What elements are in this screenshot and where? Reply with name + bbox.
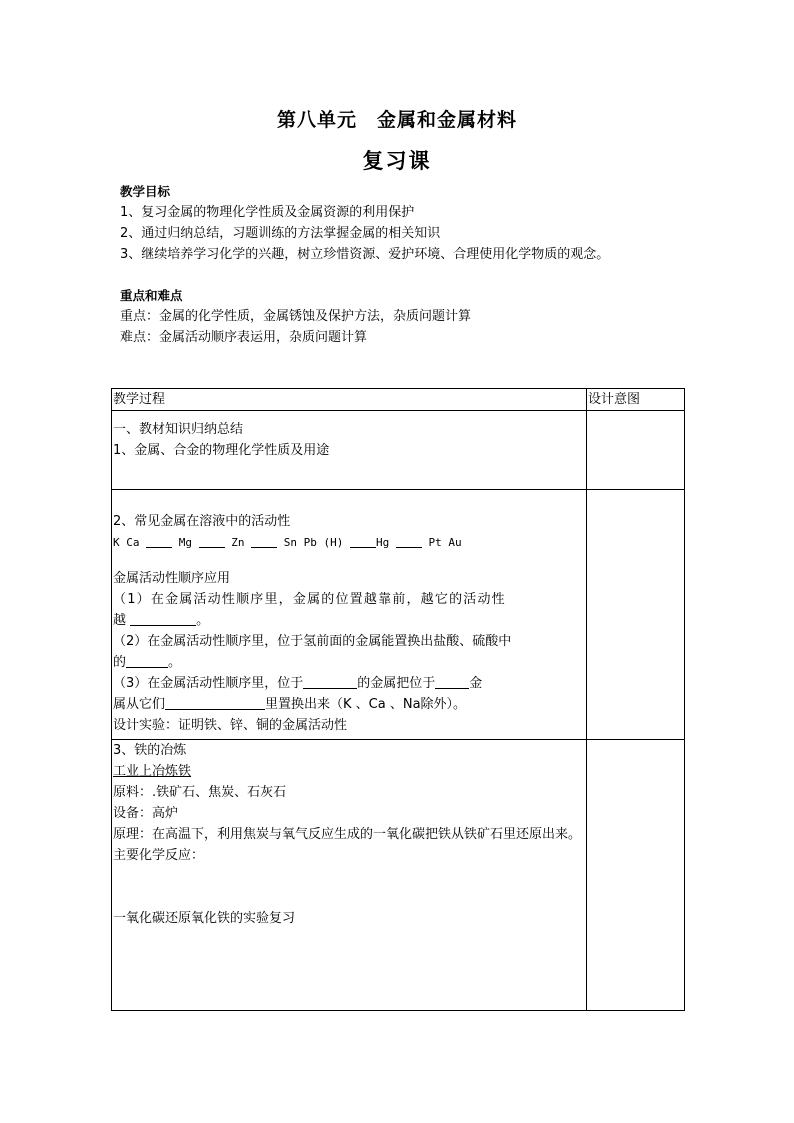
difficult-point: 难点：金属活动顺序表运用，杂质问题计算 — [120, 330, 368, 345]
application-heading: 金属活动性顺序应用 — [113, 571, 231, 586]
industrial-iron: 工业上冶炼铁 — [113, 764, 192, 779]
rule-1-line-a: （1）在金属活动性顺序里，金属的位置越靠前，越它的活动性 — [113, 592, 506, 607]
section-3-cell — [112, 740, 587, 1011]
raw-materials: 原料：.铁矿石、焦炭、石灰石 — [113, 785, 287, 800]
experiment-design: 设计实验：证明铁、锌、铜的金属活动性 — [113, 718, 348, 733]
lesson-table — [111, 388, 685, 1011]
objective-item: 1、复习金属的物理化学性质及金属资源的利用保护 — [120, 205, 415, 220]
objective-item: 3、继续培养学习化学的兴趣，树立珍惜资源、爱护环境、合理使用化学物质的观念。 — [120, 247, 610, 262]
fill-blank[interactable] — [303, 674, 357, 689]
series-item: Pt Au — [428, 536, 462, 549]
equipment: 设备：高炉 — [113, 806, 179, 821]
principle: 原理：在高温下，利用焦炭与氧气反应生成的一氧化碳把铁从铁矿石里还原出来。 — [113, 827, 582, 842]
intent-cell — [587, 740, 685, 1011]
objectives-heading: 教学目标 — [120, 184, 171, 199]
section-2-heading: 2、常见金属在溶液中的活动性 — [113, 514, 291, 529]
fill-blank[interactable] — [126, 653, 168, 668]
section-1-cell — [112, 411, 587, 490]
fill-blank[interactable] — [146, 533, 172, 548]
lesson-type-title: 复习课 — [362, 148, 432, 173]
co-reduction-experiment: 一氧化碳还原氧化铁的实验复习 — [113, 911, 296, 926]
fill-blank[interactable] — [350, 533, 376, 548]
fill-blank[interactable] — [435, 674, 469, 689]
key-point: 重点：金属的化学性质，金属锈蚀及保护方法，杂质问题计算 — [120, 309, 472, 324]
series-item: Hg — [375, 536, 390, 549]
unit-title: 第八单元 金属和金属材料 — [276, 109, 517, 131]
fill-blank[interactable] — [396, 533, 422, 548]
rule-3-line-b: 属从它们 里置换出来（K 、Ca 、Na除外）。 — [113, 697, 467, 712]
key-points-section — [120, 285, 471, 348]
key-points-heading: 重点和难点 — [120, 288, 183, 303]
objectives-section — [120, 181, 609, 265]
section-3-heading: 3、铁的冶炼 — [113, 743, 187, 758]
series-item: K Ca — [113, 536, 140, 549]
section-1-sub: 1、金属、合金的物理化学性质及用途 — [113, 443, 330, 458]
rule-1-line-b: 越 。 — [113, 613, 210, 628]
main-reactions: 主要化学反应： — [113, 848, 205, 863]
series-item: Zn — [231, 536, 245, 549]
series-item: Sn Pb (H) — [283, 536, 344, 549]
fill-blank[interactable] — [130, 611, 196, 626]
series-item: Mg — [178, 536, 192, 549]
header-intent: 设计意图 — [587, 389, 685, 411]
rule-2-line-b: 的 。 — [113, 655, 182, 670]
section-2-cell — [112, 490, 587, 740]
header-process: 教学过程 — [112, 389, 587, 411]
fill-blank[interactable] — [251, 533, 277, 548]
rule-2-line-a: （2）在金属活动性顺序里，位于氢前面的金属能置换出盐酸、硫酸中 — [113, 634, 512, 649]
section-1-heading: 一、教材知识归纳总结 — [113, 422, 244, 437]
activity-series — [113, 532, 586, 553]
intent-cell — [587, 490, 685, 740]
objective-item: 2、通过归纳总结，习题训练的方法掌握金属的相关知识 — [120, 226, 441, 241]
rule-3-line-a: （3）在金属活动性顺序里，位于 的金属把位于 金 — [113, 676, 483, 691]
fill-blank[interactable] — [199, 533, 225, 548]
fill-blank[interactable] — [165, 695, 265, 710]
intent-cell — [587, 411, 685, 490]
